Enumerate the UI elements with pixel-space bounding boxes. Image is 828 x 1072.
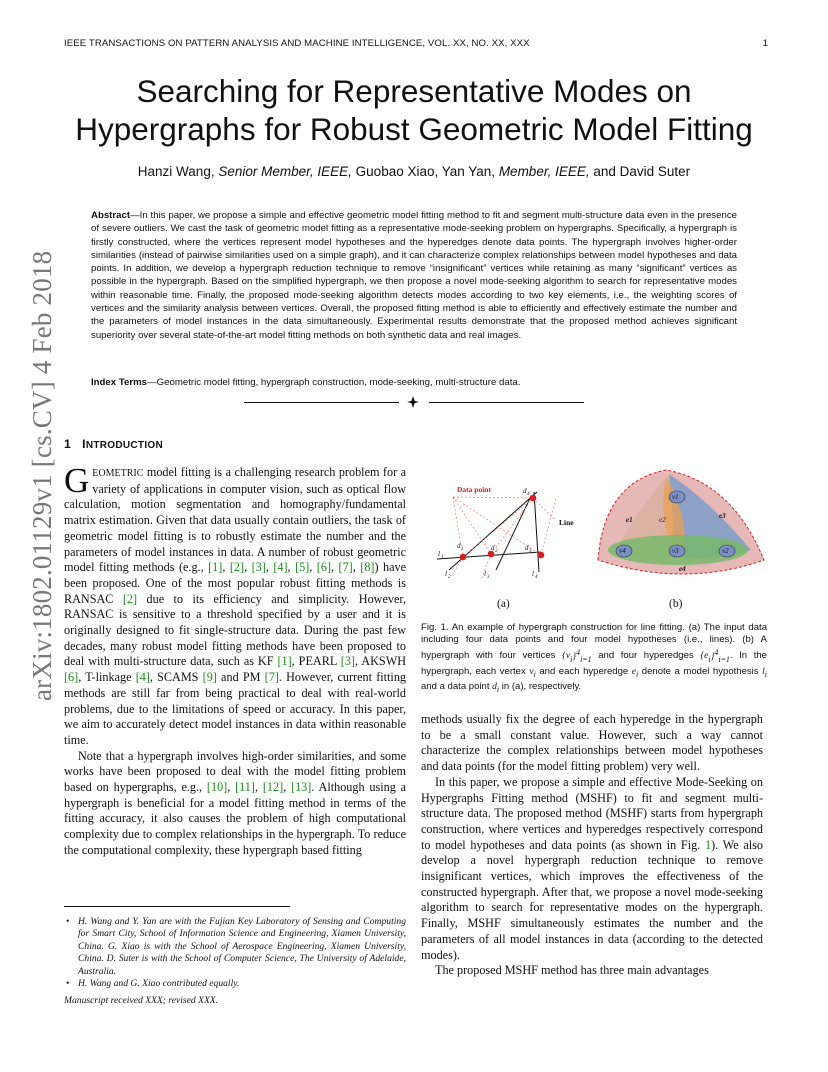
figure-1b (598, 470, 764, 574)
caption-math: l (762, 665, 765, 677)
abstract-label: Abstract (91, 210, 131, 221)
svg-text:v2: v2 (722, 547, 729, 555)
author-4: and David Suter (593, 164, 691, 179)
running-header (64, 38, 768, 49)
citation-link[interactable]: [6] (316, 560, 332, 575)
svg-text:v1: v1 (672, 493, 679, 501)
section-heading (64, 437, 163, 451)
right-paragraph-2 (421, 775, 763, 963)
citation-link[interactable]: [3] (251, 560, 266, 575)
data-point-d1 (460, 554, 467, 561)
section-number: 1 (64, 437, 72, 451)
caption-text: . In the hypergraph, each vertex (421, 650, 767, 677)
svg-text:3: 3 (529, 549, 532, 554)
svg-text:1: 1 (441, 555, 444, 560)
figure-label-b: (b) (669, 598, 683, 610)
citation-link[interactable]: [1] (208, 560, 223, 575)
index-terms (91, 377, 737, 388)
author-list (40, 164, 788, 179)
small-caps-lead: EOMETRIC (92, 468, 144, 479)
author-1: Hanzi Wang, (137, 164, 215, 179)
line-l4 (534, 492, 539, 572)
figure-label-a: (a) (497, 598, 510, 610)
citation-link[interactable]: [2] (122, 591, 138, 606)
caption-math: d (492, 680, 497, 692)
data-point-d4 (530, 495, 537, 502)
caption-math: v (529, 665, 534, 677)
label-l4: l (532, 570, 534, 578)
abstract (91, 209, 737, 342)
text-run: model fitting is a challenging research problem for a variety of applications in computer vision, such as optical flow calculation, motion segmentation and homography/fundamental matrix estimation. Given that data usually contain outliers, the task of geometric model fitting is to robustly estimate the number and the parameters of model instances in data. A number of robust geometric model fitting methods (e.g., (64, 465, 406, 575)
label-l3: l (484, 570, 486, 578)
section-divider (244, 396, 584, 408)
section-title-rest: NTRODUCTION (85, 440, 164, 451)
label-d4: d (523, 487, 527, 495)
svg-text:2: 2 (495, 549, 498, 554)
svg-text:v4: v4 (619, 547, 626, 555)
caption-math: e (631, 665, 636, 677)
caption-math: {e (700, 650, 709, 662)
svg-text:e1: e1 (626, 516, 633, 524)
caption-text: and four hyperedges (591, 650, 701, 662)
citation-link[interactable]: [10] (206, 780, 228, 795)
intro-paragraph-2: Note that a hypergraph involves high-order similarities, and some works have been proposed to deal with the model fitting problem based on hypergraphs, e.g., [10], [11], [12], [13]. Although using a hypergraph is beneficial for a model fitting method in terms of the fitting accuracy, it also causes the problem of high computational complexity due to complex relationships in the hypergraph. To reduce the computational complexity, these hypergraph based fitting (64, 748, 407, 857)
dashed-edges (451, 497, 556, 580)
citation-link[interactable]: [8] (360, 560, 375, 575)
text-run: and PM (216, 670, 265, 685)
citation-link[interactable]: [4] (273, 560, 288, 575)
arxiv-stamp: arXiv:1802.01129v1 [cs.CV] 4 Feb 2018 (27, 250, 57, 701)
data-point-d3 (538, 552, 545, 559)
caption-text: in (a), respectively. (499, 680, 582, 692)
footnotes (64, 916, 406, 990)
left-column (64, 461, 407, 859)
footnote-rule (64, 906, 290, 907)
abstract-text: —In this paper, we propose a simple and effective geometric model fitting method to fit and segment multi-structure data even in the presence of severe outliers. We cast the task of geometric model fitting as a representative mode-seeking problem on hypergraphs. Specifically, a hypergraph is firstly constructed, where the vertices represent model hypotheses and the hyperedges denote data points. The hypergraph involves higher-order similarities (instead of pairwise similarities used on a simple graph), and it can characterize complex relationships between model hypotheses and data points. In addition, we develop a hypergraph reduction technique to remove “insignificant” vertices while retaining as many “significant” vertices as possible in the hypergraph. Based on the simplified hypergraph, we then propose a novel mode-seeking algorithm to search for representative modes within reasonable time. Finally, the proposed mode-seeking algorithm detects modes according to two key elements, i.e., the weighting scores of vertices and the similarity analysis between vertices. Overall, the proposed fitting method is able to efficiently and effectively estimate the number and the parameters of model instances in the data simultaneously. Experimental results demonstrate that the proposed method achieves significant superiority over several state-of-the-art model fitting methods on both synthetic data and real images. (91, 210, 737, 341)
right-paragraph-1: methods usually fix the degree of each hyperedge in the hypergraph to be a small constant value. However, such a way cannot characterize the complex relationships between model hypotheses and data points (for the model fitting problem) very well. (421, 712, 763, 774)
label-l2: l (445, 570, 447, 578)
caption-text: Fig. 1. An example of hypergraph construction for line fitting. (a) The input data including four data points and four model hypotheses (i.e., lines). (b) A hypergraph with four vertices (421, 622, 767, 662)
svg-text:1: 1 (461, 547, 464, 552)
citation-link[interactable]: [11] (235, 780, 255, 795)
citation-link[interactable]: [7] (338, 560, 353, 575)
footnote-equal-contribution: • H. Wang and G. Xiao contributed equally. (78, 978, 406, 990)
author-1-role: Senior Member, IEEE, (218, 164, 352, 179)
svg-text:e2: e2 (659, 516, 666, 524)
caption-text: denote a model hypothesis (638, 665, 763, 677)
section-title-initial: I (82, 437, 86, 451)
text-run: . However, current fitting methods are still far from being practical to deal with real-world problems, due to the limitations of speed or accuracy. In this paper, we aim to accurately detect model instances in data within reasonable time. (64, 670, 407, 747)
text-run: , PEARL (291, 654, 341, 669)
intro-paragraph-1: GEOMETRIC model fitting is a challenging research problem for a variety of applications in computer vision, such as optical flow calculation, motion segmentation and homography/fundamental matrix estimation. Given that data usually contain outliers, the task of geometric model fitting is to robustly estimate the number and the parameters of model instances in data. A number of robust geometric model fitting methods (e.g., [1], [2], [3], [4], [5], [6], [7], [8]) have been proposed. One of the most popular robust fitting methods is RANSAC [2] due to its efficiency and simplicity. However, RANSAC is sensitive to a threshold specified by a user and it is originally designed to fit single-structure data. During the past few decades, many robust model fitting methods have been proposed to deal with multi-structure data, such as KF [1], PEARL [3], AKSWH [6], T-linkage [4], SCAMS [9] and PM [7]. However, current fitting methods are still far from being practical to deal with real-world problems, due to the limitations of speed or accuracy. In this paper, we aim to accurately detect model instances in data within reasonable time. (64, 461, 407, 747)
footnote-affiliations: • H. Wang and Y. Yan are with the Fujian Key Laboratory of Sensing and Computing for Smart City, School of Information Science and Engineering, Xiamen University, China. G. Xiao is with the School of Aerospace Engineering, Xiamen University, China. D. Suter is with the School of Computer Science, The University of Adelaide, Australia. (78, 916, 406, 978)
svg-text:v3: v3 (672, 547, 679, 555)
figure-reference-link[interactable]: 1 (704, 837, 712, 852)
caption-math: {v (562, 650, 571, 662)
title-line-2: Hypergraphs for Robust Geometric Model Fitting (75, 111, 753, 147)
authors-2-3: Guobao Xiao, Yan Yan, (355, 164, 496, 179)
divider-line-left (244, 402, 399, 403)
caption-text: and a data point (421, 680, 493, 692)
figure-1a (437, 485, 574, 580)
text-run: due to its efficiency and simplicity. However, RANSAC is sensitive to a threshold specified by a user and it is originally designed to fit single-structure data. During the past few decades, many robust model fitting methods have been proposed to deal with multi-structure data, such as KF (64, 591, 406, 669)
svg-text:e3: e3 (719, 512, 726, 520)
diamond-icon (407, 396, 419, 408)
citation-link[interactable]: [5] (295, 560, 310, 575)
citation-link[interactable]: [3] (340, 654, 355, 669)
text-run: , SCAMS (149, 670, 203, 685)
label-d2: d (491, 544, 495, 552)
text-run: ). We also develop a novel hypergraph reduction technique to remove insignificant vertices, which improves the effectiveness of the constructed hypergraph. After that, we propose a novel mode-seeking algorithm to search for representative modes on the hypergraph. Finally, MSHF simultaneously estimates the number and the parameters of all model instances in data (according to the detected modes). (421, 837, 764, 962)
author-3-role: Member, IEEE, (498, 164, 590, 179)
index-terms-label: Index Terms (91, 377, 147, 388)
caption-text: and each hyperedge (535, 665, 632, 677)
citation-link[interactable]: [13] (291, 780, 312, 795)
drop-cap: G (64, 461, 90, 500)
label-d1: d (457, 542, 461, 550)
right-paragraph-3: The proposed MSHF method has three main advantages (435, 963, 709, 978)
line-label: Line (559, 518, 574, 527)
text-run: Note that a hypergraph involves high-order similarities, and some works have been proposed to deal with the model fitting problem based on hypergraphs, e.g., (64, 748, 406, 795)
label-d3: d (525, 544, 529, 552)
citation-link[interactable]: [12] (262, 780, 284, 795)
journal-name: IEEE TRANSACTIONS ON PATTERN ANALYSIS AND MACHINE INTELLIGENCE, VOL. XX, NO. XX, XXX (64, 38, 530, 49)
text-run: . Although using a hypergraph is beneficial for a model fitting method in terms of the fitting accuracy, it also causes the problem of high computational complexity due to complex relationships in the hypergraph. To reduce the computational complexity, these hypergraph based fitting (64, 780, 407, 857)
svg-text:4: 4 (527, 492, 530, 497)
right-column (421, 712, 763, 979)
svg-text:3: 3 (487, 575, 490, 580)
manuscript-note: Manuscript received XXX; revised XXX. (64, 995, 219, 1006)
svg-text:e4: e4 (679, 565, 686, 573)
citation-link[interactable]: [1] (277, 654, 292, 669)
figure-caption: Fig. 1. An example of hypergraph construction for line fitting. (a) The input data including four data points and four model hypotheses (i.e., lines). (b) A hypergraph with four vertices $\{v_i\}^4_{i=1}$ and four hyperedges $\{e_i\}^4_{i=1}$. In the hypergraph, each vertex $v_i$ and each hyperedge $e_i$ denote a model hypothesis $l_i$ and a data point $d_i$ in (a), respectively. (421, 622, 768, 694)
title-line-1: Searching for Representative Modes on (136, 73, 692, 109)
divider-line-right (429, 402, 584, 403)
data-point-label: Data point (457, 485, 491, 494)
text-run: , T-linkage (78, 670, 136, 685)
svg-text:4: 4 (535, 575, 538, 580)
index-terms-text: —Geometric model fitting, hypergraph construction, mode-seeking, multi-structure data. (147, 377, 521, 388)
text-run: ) have been proposed. One of the most popular robust fitting methods is RANSAC (64, 560, 407, 606)
svg-text:2: 2 (448, 575, 451, 580)
citation-link[interactable]: [9] (202, 670, 217, 685)
line-l3 (496, 496, 531, 570)
citation-link[interactable]: [2] (229, 560, 245, 575)
citation-link[interactable]: [6] (64, 670, 79, 685)
citation-link[interactable]: [7] (264, 670, 279, 685)
paper-title (40, 72, 788, 148)
label-l1: l (438, 550, 440, 558)
page-number: 1 (762, 38, 768, 49)
citation-link[interactable]: [4] (135, 670, 150, 685)
text-run: , AKSWH (354, 654, 406, 669)
figure-1 (421, 462, 767, 612)
text-run: In this paper, we propose a simple and effective Mode-Seeking on Hypergraphs Fitting method (MSHF) to fit and segment multi-structure data. The proposed method (MSHF) starts from hypergraph construction, where vertices and hyperedges respectively correspond to model hypotheses and data points (as shown in Fig. (421, 774, 763, 852)
